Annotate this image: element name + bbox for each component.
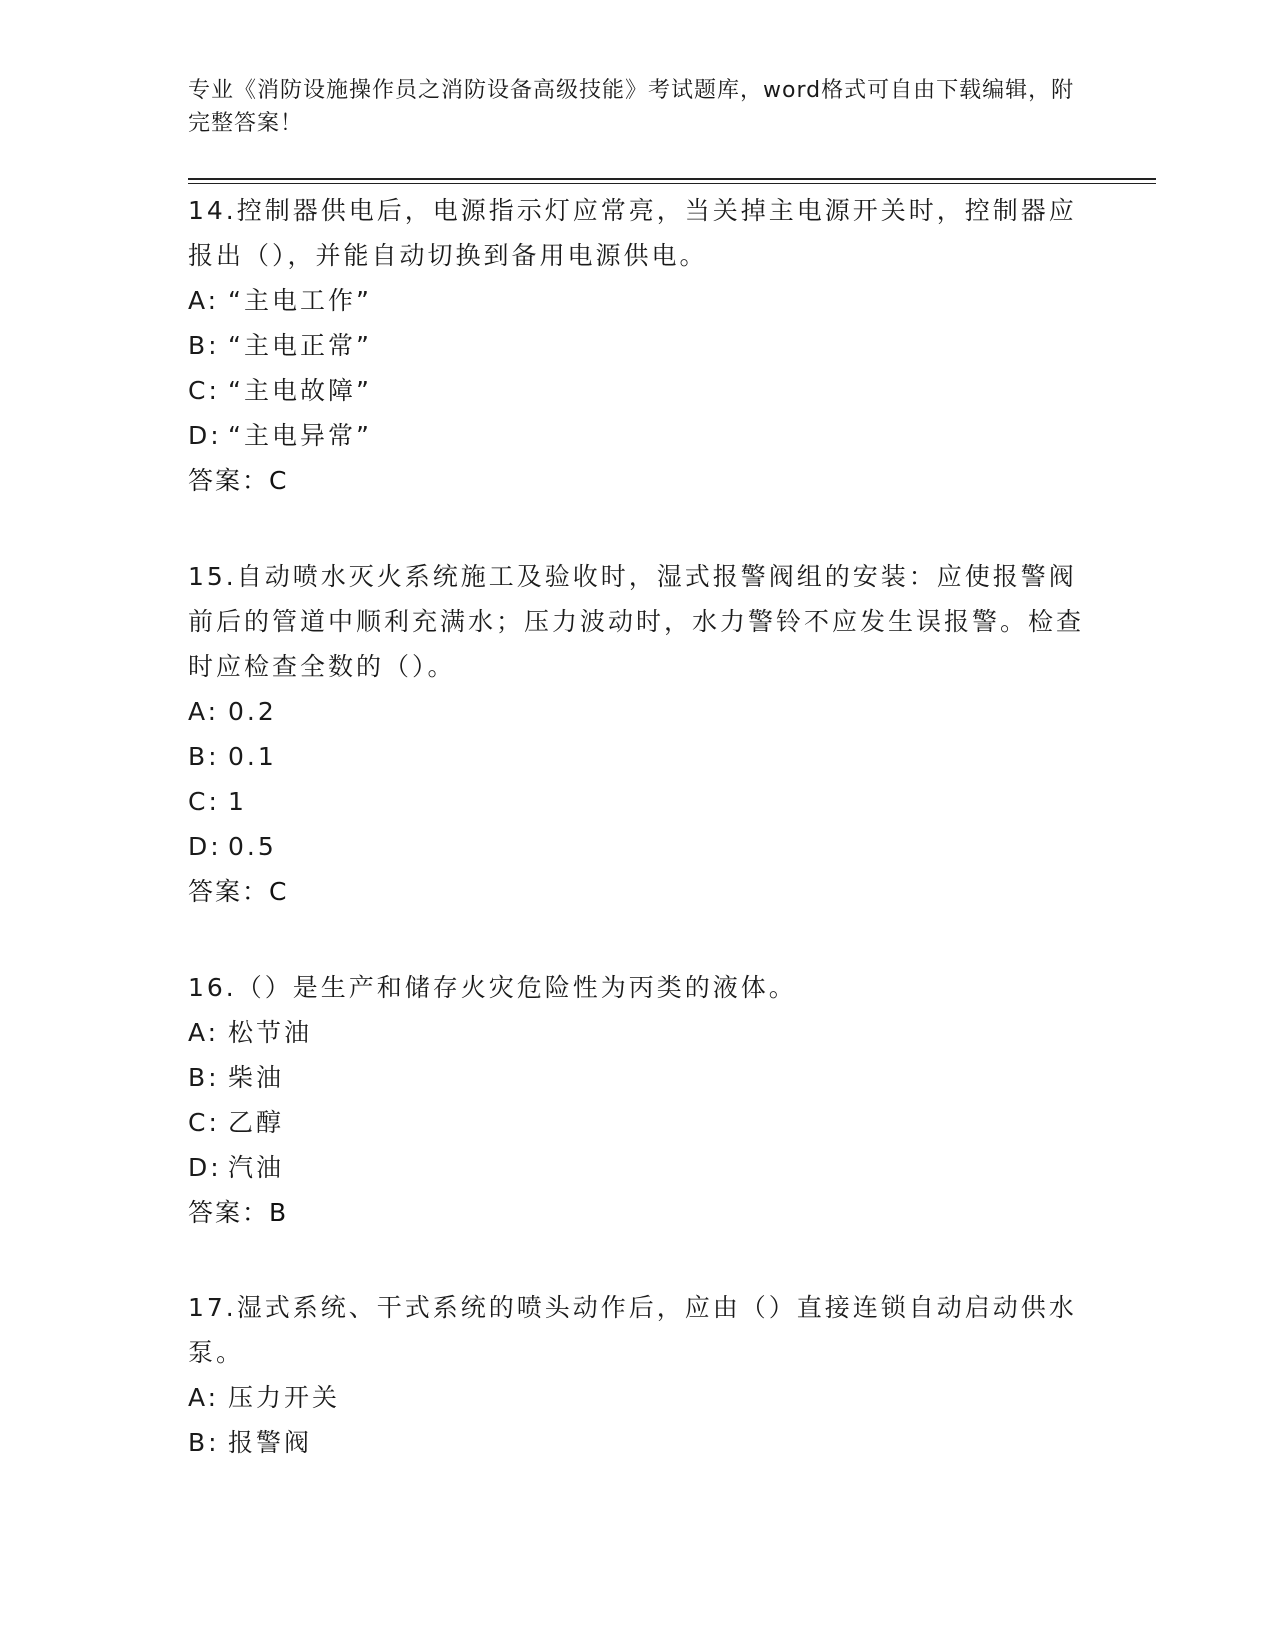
option-text: 乙醇	[228, 1108, 285, 1137]
option-letter: A:	[188, 697, 220, 726]
header-divider-thin	[188, 183, 1156, 184]
option-text: 汽油	[228, 1153, 285, 1182]
option-letter: D:	[188, 1153, 222, 1182]
option-letter: A:	[188, 286, 220, 315]
option-d	[188, 1145, 1088, 1190]
option-letter: C:	[188, 787, 220, 816]
answer-line: 答案：C	[188, 877, 289, 906]
answer-line: 答案：C	[188, 466, 289, 495]
option-text: “主电故障”	[228, 376, 372, 405]
option-c	[188, 779, 1088, 824]
option-a	[188, 1010, 1088, 1055]
option-d	[188, 413, 1088, 458]
option-letter: B:	[188, 1428, 220, 1457]
option-text: 柴油	[228, 1063, 285, 1092]
question-16	[188, 965, 1088, 1235]
document-header: 专业《消防设施操作员之消防设备高级技能》考试题库，word格式可自由下载编辑，附完整答案！	[188, 78, 1075, 136]
question-15	[188, 554, 1088, 914]
option-text: 压力开关	[228, 1383, 341, 1412]
option-text: “主电工作”	[228, 286, 372, 315]
header-divider	[188, 178, 1156, 180]
question-17	[188, 1285, 1088, 1465]
option-b	[188, 734, 1088, 779]
option-c	[188, 1100, 1088, 1145]
option-b	[188, 1420, 1088, 1465]
option-text: 0.2	[228, 697, 277, 726]
option-letter: D:	[188, 421, 222, 450]
question-stem: 16.（）是生产和储存火灾危险性为丙类的液体。	[188, 973, 797, 1002]
answer-line: 答案：B	[188, 1198, 289, 1227]
option-c	[188, 368, 1088, 413]
option-text: 1	[228, 787, 247, 816]
option-a	[188, 1375, 1088, 1420]
option-a	[188, 689, 1088, 734]
option-text: 0.1	[228, 742, 277, 771]
option-letter: D:	[188, 832, 222, 861]
question-14	[188, 188, 1088, 503]
option-letter: A:	[188, 1018, 220, 1047]
option-letter: A:	[188, 1383, 220, 1412]
option-letter: B:	[188, 1063, 220, 1092]
option-d	[188, 824, 1088, 869]
option-a	[188, 278, 1088, 323]
option-text: 松节油	[228, 1018, 313, 1047]
option-b	[188, 1055, 1088, 1100]
question-stem: 14.控制器供电后，电源指示灯应常亮，当关掉主电源开关时，控制器应报出（），并能自动切换到备用电源供电。	[188, 196, 1077, 270]
option-text: “主电异常”	[228, 421, 372, 450]
option-letter: B:	[188, 331, 220, 360]
option-text: “主电正常”	[228, 331, 372, 360]
option-letter: C:	[188, 1108, 220, 1137]
option-letter: B:	[188, 742, 220, 771]
question-stem: 15.自动喷水灭火系统施工及验收时，湿式报警阀组的安装：应使报警阀前后的管道中顺利充满水；压力波动时，水力警铃不应发生误报警。检查时应检查全数的（）。	[188, 562, 1085, 681]
option-text: 报警阀	[228, 1428, 313, 1457]
option-text: 0.5	[228, 832, 277, 861]
question-stem: 17.湿式系统、干式系统的喷头动作后，应由（）直接连锁自动启动供水泵。	[188, 1293, 1077, 1367]
option-b	[188, 323, 1088, 368]
option-letter: C:	[188, 376, 220, 405]
